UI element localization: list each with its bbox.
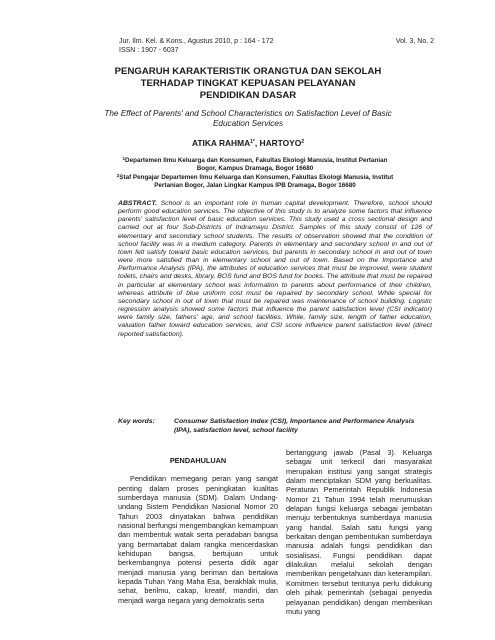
journal-citation: Jur. Ilm. Kel. & Kons., Agustus 2010, p : 164 - 172 [119, 38, 274, 45]
body-paragraph: Pendidikan memegang peran yang sangat penting dalam proses peningkatan kualitas sumberdaya manusia (SDM). Dalam Undang-undang Sistem Pendidikan Nasional Nomor 20 Tahun 2003 dinyatakan bahwa pendidikan nasional berfungsi mengembangkan kemampuan dan membentuk watak serta peradaban bangsa yang bermartabat dalam rangka mencerdaskan kehidupan bangsa, bertujuan untuk berkembangnya potensi peserta didik agar menjadi manusia yang beriman dan bertakwa kepada Tuhan Yang Maha Esa, berakhlak mulia, sehat, berilmu, cakap, kreatif, mandiri, dan menjadi warga negara yang demokratis serta [118, 474, 278, 605]
issn-line: ISSN : 1907 - 6037 [119, 47, 179, 54]
abstract-text: School is an important role in human capital development. Therefore, school should perform good education services. The objective of this study is to analyze some factors that influence parents' satisfaction level of basic education services. This study used a cross sectional design and carried out at four Sub-Districts of Indramayu District. Samples of this study consist of 126 of elementary and secondary school students. The results of observation showed that the condition of school facility was in a medium category. Parents in elementary and secondary school in and out of town felt satisfy toward basic education services, but parents in secondary school in and out of town were more satisfied than in elementary school and out of town. Based on the Importance and Performance Analysis (IPA), the attributes of education services that must be improved, were student toilets, chairs and desks, library, BOS fund and BOS fund for books. The attribute that must be repaired in particular at elementary school was information to parents about performance of their children, whereas attribute of blue uniform cost must be repaired by secondary school. While special for secondary school in out of town that must be repaired was maintenance of school building. Logistic regression analysis showed some factors that influence the parent satisfaction level (CSI indicator) were family size, fathers' age, and school facilities. While, family size, length of father education, valuation father toward education services, and CSI score influence parent satisfaction level (direct reported satisfaction). [118, 200, 432, 338]
author-superscript: 1* [250, 139, 255, 145]
body-column-left [118, 447, 278, 605]
affiliation-marker: 1 [122, 156, 126, 161]
affiliation [115, 172, 395, 190]
running-header [119, 37, 273, 55]
title-line: PENGARUH KARAKTERISTIK ORANGTUA DAN SEKOLAH [114, 66, 382, 77]
section-heading: PENDAHULUAN [169, 456, 227, 465]
english-title: The Effect of Parents' and School Characteristics on Satisfaction Level of Basic Education Services [104, 109, 392, 128]
body-column-right [286, 448, 432, 616]
keywords-label: Key words: [118, 418, 155, 425]
title-line: PENDIDIKAN DASAR [199, 90, 297, 101]
affiliation-text: Departemen Ilmu Keluarga dan Konsumen, Fakultas Ekologi Manusia, Institut Pertanian Bogor, Kampus Dramaga, Bogor 16680 [125, 157, 388, 173]
paper-title [80, 66, 416, 102]
volume-label: Vol. 3, No. 2 [395, 38, 434, 45]
body-paragraph: bertanggung jawab (Pasal 3). Keluarga sebagai unit terkecil dari masyarakat merupakan institusi yang sangat strategis dalam menciptakan SDM yang berkualitas. Peraturan Pemerintah Republik Indonesia Nomor 21 Tahun 1994 telah merumuskan delapan fungsi keluarga sebagai jembatan menuju terbentuknya sumberdaya manusia yang handal. Salah satu fungsi yang berkaitan dengan pembentukan sumberdaya manusia adalah fungsi pendidikan dan sosialisasi. Fungsi pendidikan dapat dilakukan melalui sekolah dengan memberikan pengetahuan dan keterampilan. Komitmen tersebut tentunya perlu didukung oleh pihak pemerintah (sebagai penyedia pelayanan pendidikan) dengan memberikan mutu yang [286, 448, 432, 616]
author-superscript: 2 [301, 139, 305, 145]
abstract-label: ABSTRACT. [118, 200, 158, 207]
author-name: ATIKA RAHMA [191, 138, 251, 148]
affiliation [115, 155, 395, 173]
author-separator: , [254, 138, 260, 148]
affiliation-marker: 2 [116, 173, 120, 178]
keywords-text: Consumer Satisfaction Index (CSI), Importance and Performance Analysis (IPA), satisfaction level, school facility [174, 418, 415, 434]
author-name: HARTOYO [259, 138, 302, 148]
keywords [118, 418, 432, 435]
author-line [80, 137, 416, 148]
abstract [118, 200, 432, 339]
affiliation-text: Staf Pengajar Departemen Ilmu Keluarga dan Konsumen, Fakultas Ekologi Manusia, Institut Pertanian Bogor, Jalan Lingkar Kampus IPB Dramaga, Bogor 16680 [119, 174, 394, 190]
title-line: TERHADAP TINGKAT KEPUASAN PELAYANAN [140, 78, 356, 89]
